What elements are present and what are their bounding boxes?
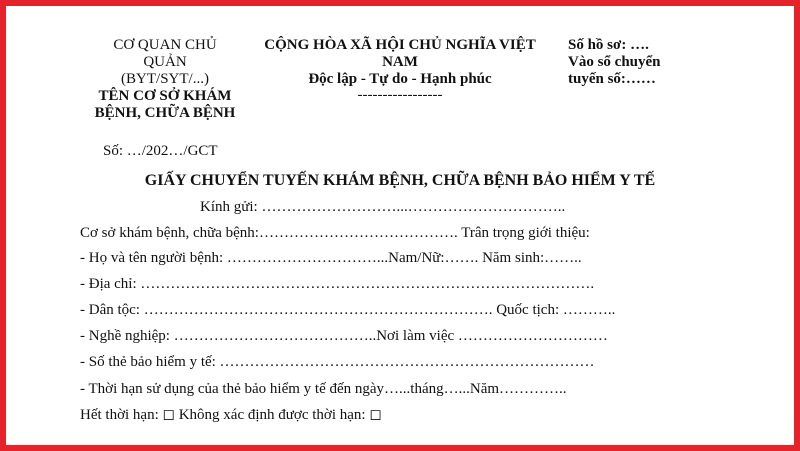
file-number: Số hồ sơ: …. (568, 37, 649, 53)
field-thoi-han: - Thời hạn sử dụng của thẻ bảo hiểm y tế đến ngày…...tháng…...Năm………….. (80, 381, 567, 397)
transfer-book-line2: tuyến số:…… (568, 71, 656, 87)
field-dia-chi: - Địa chỉ: ………………………………………………………………………………. (80, 276, 595, 292)
field-so-the: - Số thẻ bảo hiểm y tế: ………………………………………………………………… (80, 354, 595, 370)
header-right (568, 37, 661, 88)
header-center (250, 37, 550, 102)
divider: ----------------- (357, 87, 443, 103)
header-left (80, 37, 250, 122)
nation-line2: NAM (382, 54, 418, 70)
facility-name-line2: BỆNH, CHỮA BỆNH (94, 105, 236, 121)
motto: Độc lập - Tự do - Hạnh phúc (308, 71, 492, 87)
agency-name-line1: CƠ QUAN CHỦ (113, 37, 217, 53)
agency-name-line3: (BYT/SYT/...) (121, 71, 209, 87)
nation-line1: CỘNG HÒA XÃ HỘI CHỦ NGHĨA VIỆT (264, 37, 536, 53)
agency-name-line2: QUẢN (143, 54, 187, 70)
field-het-han: Hết thời hạn: ◻ Không xác định được thời hạn: ◻ (80, 407, 382, 423)
document-title: GIẤY CHUYỂN TUYẾN KHÁM BỆNH, CHỮA BỆNH BẢO HIỂM Y TẾ (144, 172, 656, 189)
field-ho-ten: - Họ và tên người bệnh: …………………………...Nam/Nữ:……. Năm sinh:…….. (80, 250, 582, 266)
field-nghe-nghiep: - Nghề nghiệp: …………………………………..Nơi làm việc ………………………… (80, 328, 608, 344)
facility-name-line1: TÊN CƠ SỞ KHÁM (98, 88, 232, 104)
field-kinh-gui: Kính gửi: ………………………...………………………….. (200, 199, 566, 215)
document-number: Số: …/202…/GCT (103, 143, 218, 159)
field-dan-toc: - Dân tộc: ……………………………………………………………. Quốc tịch: ……….. (80, 302, 616, 318)
transfer-book-line1: Vào sổ chuyển (568, 54, 661, 70)
field-co-so: Cơ sở khám bệnh, chữa bệnh:…………………………………. Trân trọng giới thiệu: (80, 225, 590, 241)
